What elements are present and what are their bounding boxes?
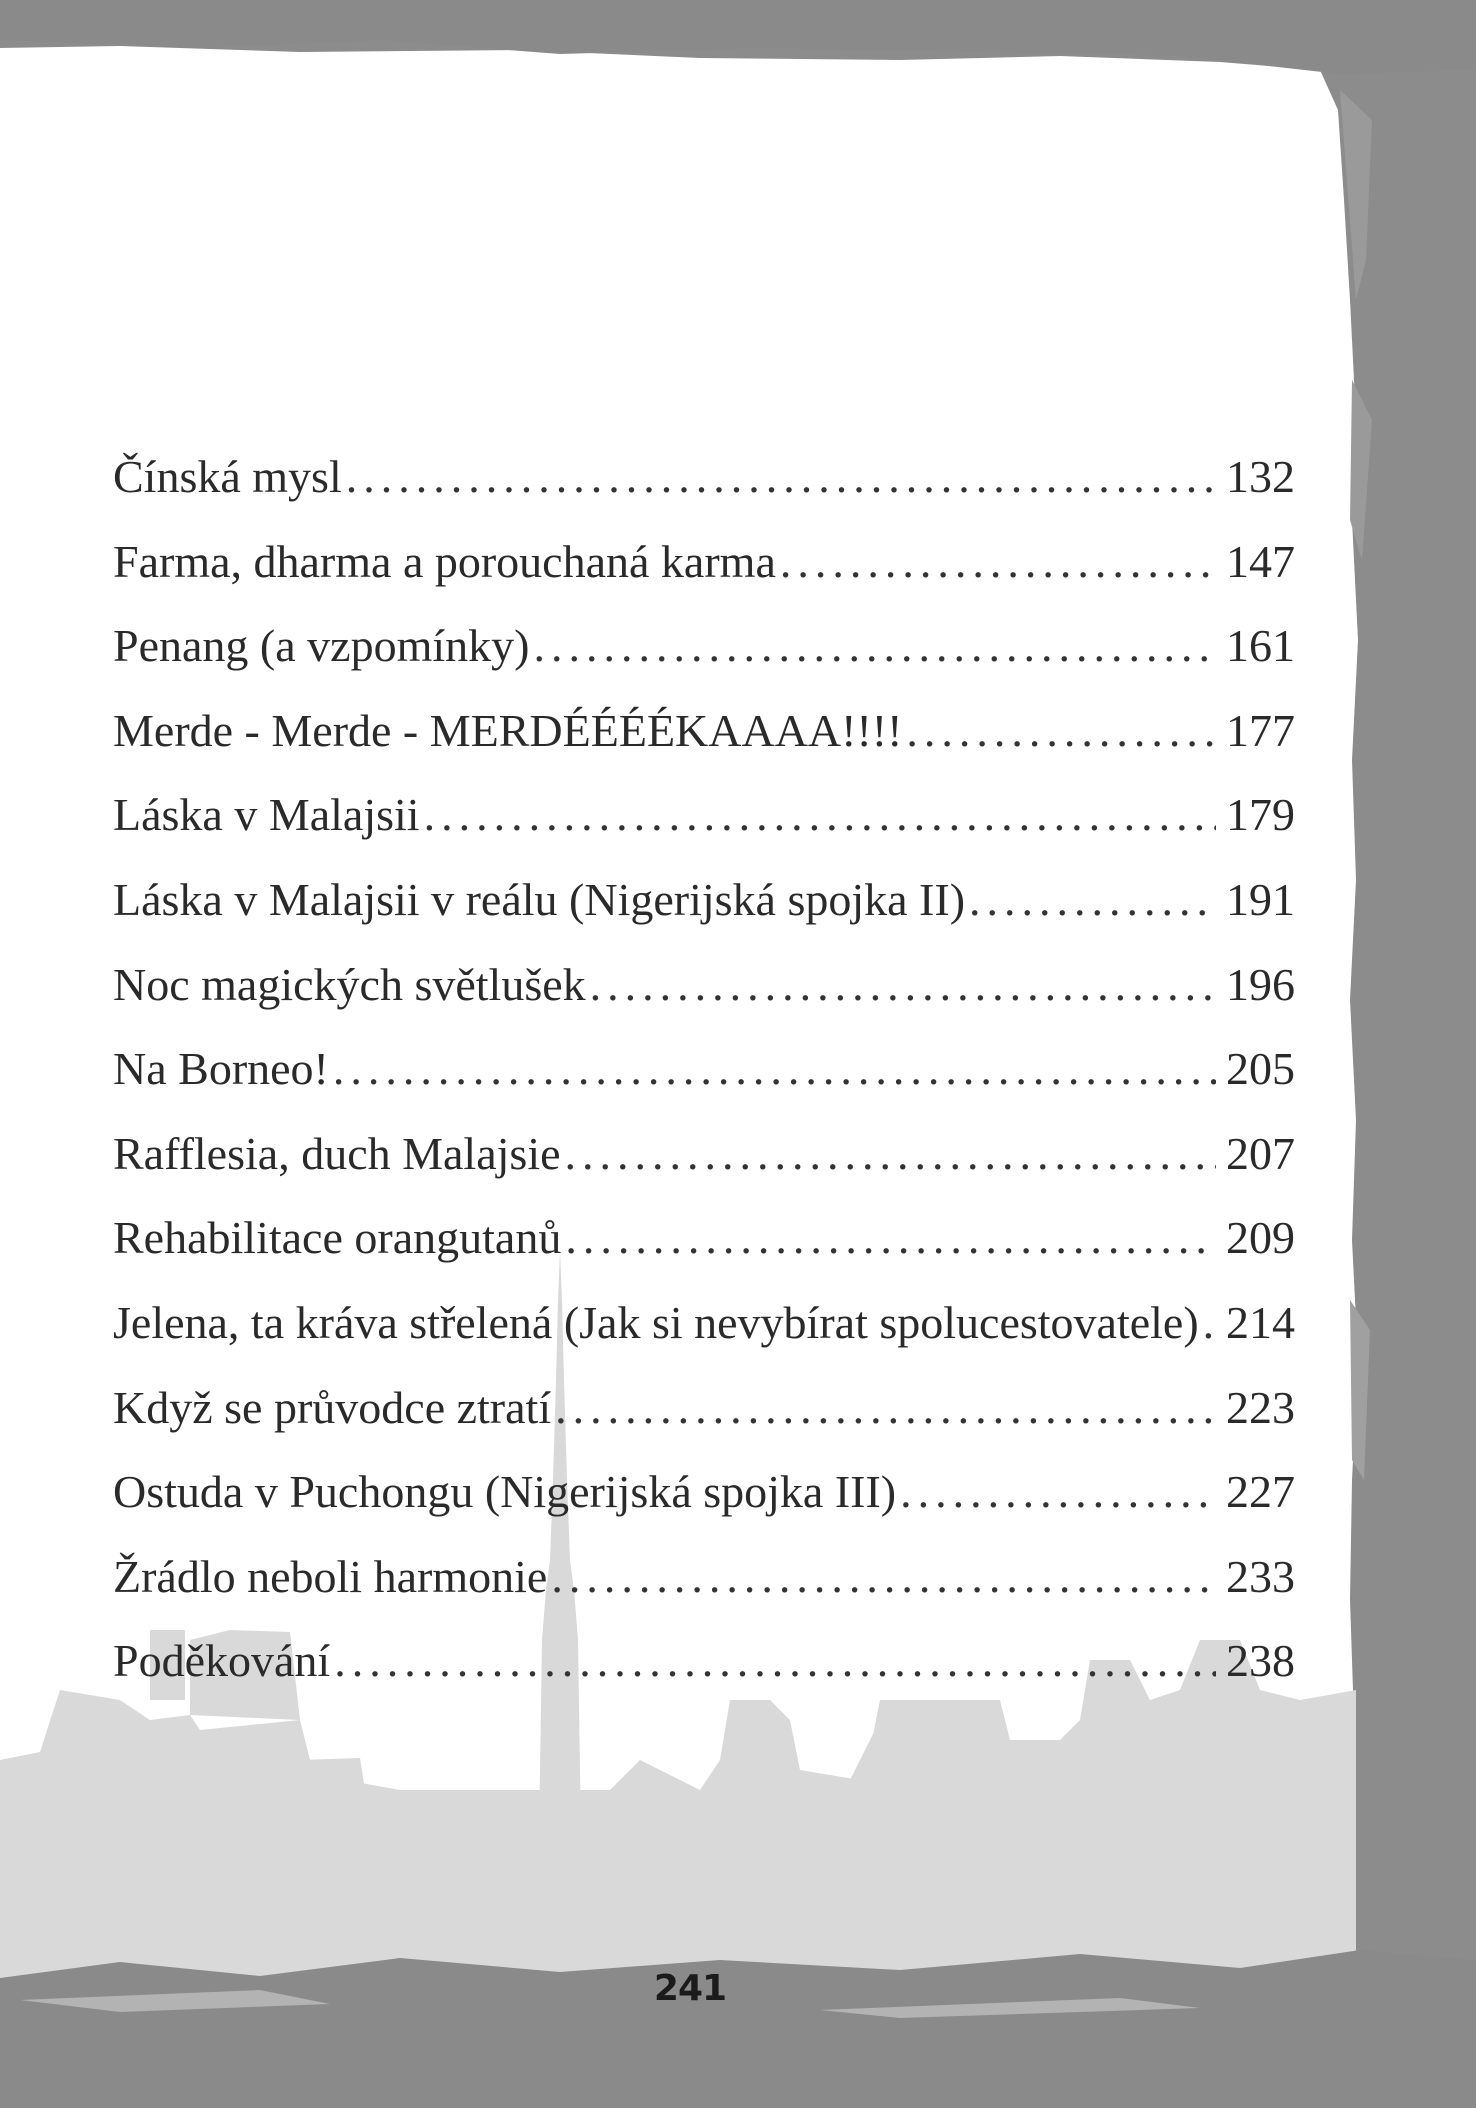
toc-entry-page: 209 [1226,1212,1295,1264]
toc-dot-leader [590,958,1216,1011]
toc-entry [113,958,1295,1043]
toc-entry [113,1465,1295,1550]
toc-entry-title: Noc magických světlušek [113,958,586,1010]
toc-entry-page: 161 [1226,620,1295,672]
toc-entry [113,450,1295,535]
toc-dot-leader [906,704,1216,757]
toc-entry [113,873,1295,958]
toc-entry [113,1296,1295,1381]
toc-entry-page: 223 [1226,1381,1295,1433]
toc-entry [113,788,1295,873]
table-of-contents [113,450,1295,1719]
toc-dot-leader [565,1127,1216,1180]
toc-dot-leader [424,788,1216,841]
toc-dot-leader [334,1634,1216,1687]
toc-dot-leader [533,619,1216,672]
toc-entry [113,1211,1295,1296]
toc-entry-page: 196 [1226,958,1295,1010]
toc-entry-page: 233 [1226,1550,1295,1602]
toc-entry [113,1634,1295,1719]
toc-entry-title: Láska v Malajsii [113,789,420,841]
toc-entry-title: Farma, dharma a porouchaná karma [113,535,776,587]
toc-entry-page: 205 [1226,1043,1295,1095]
toc-entry-title: Čínská mysl [113,451,342,502]
toc-entry [113,1127,1295,1212]
toc-entry-page: 191 [1226,873,1295,925]
toc-dot-leader [969,873,1216,926]
toc-entry [113,619,1295,704]
toc-entry-title: Rehabilitace orangutanů [113,1212,562,1264]
toc-entry-page: 132 [1226,451,1295,502]
toc-entry-title: Penang (a vzpomínky) [113,620,530,672]
toc-dot-leader [333,1042,1216,1095]
toc-entry-page: 177 [1226,704,1295,756]
toc-entry [113,535,1295,620]
toc-entry-title: Jelena, ta kráva střelená (Jak si nevybírat spolucestovatele) [113,1296,1199,1348]
toc-entry-page: 207 [1226,1127,1295,1179]
toc-dot-leader [1203,1296,1216,1349]
toc-entry [113,704,1295,789]
toc-entry-page: 179 [1226,789,1295,841]
toc-dot-leader [555,1381,1216,1434]
toc-entry-title: Poděkování [113,1635,331,1687]
toc-entry-title: Žrádlo neboli harmonie [113,1550,548,1602]
toc-dot-leader [346,450,1216,503]
toc-entry-page: 238 [1226,1635,1295,1687]
toc-dot-leader [900,1465,1216,1518]
toc-entry-page: 147 [1226,535,1295,587]
toc-entry-page: 214 [1226,1296,1295,1348]
toc-entry-title: Merde - Merde - MERDÉÉÉÉKAAAA!!!! [113,704,903,756]
toc-entry-title: Ostuda v Puchongu (Nigerijská spojka III) [113,1466,897,1518]
toc-dot-leader [780,535,1216,588]
toc-entry-page: 227 [1226,1466,1295,1518]
toc-dot-leader [565,1211,1216,1264]
toc-entry [113,1042,1295,1127]
toc-dot-leader [551,1550,1216,1603]
toc-entry-title: Když se průvodce ztratí [113,1381,552,1433]
page-number: 241 [653,1968,727,2009]
toc-entry-title: Rafflesia, duch Malajsie [113,1127,561,1179]
toc-entry [113,1550,1295,1635]
toc-entry-title: Láska v Malajsii v reálu (Nigerijská spojka II) [113,873,966,925]
toc-entry [113,1381,1295,1466]
toc-entry-title: Na Borneo! [113,1043,329,1095]
